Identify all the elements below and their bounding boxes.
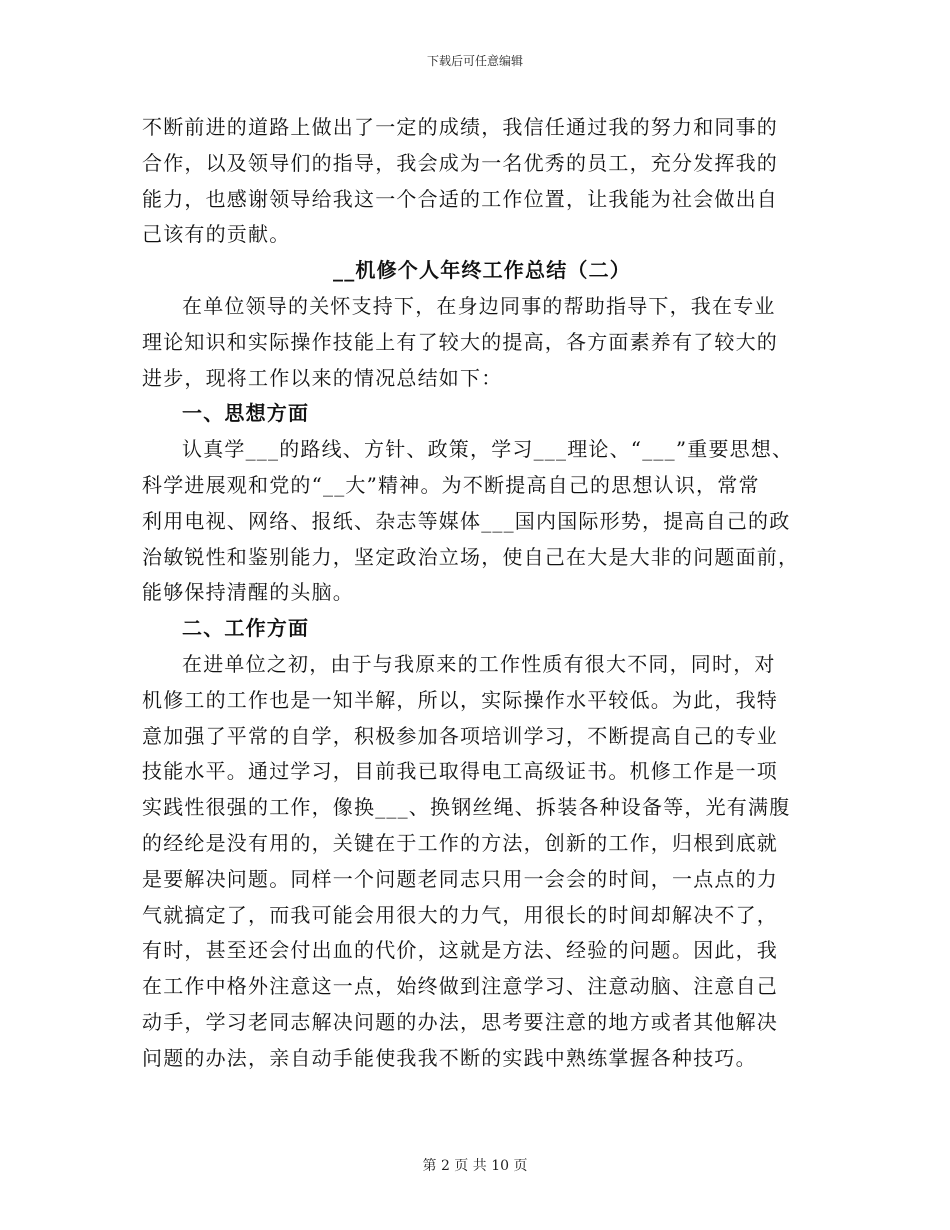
section2-line: 是要解决问题。同样一个问题老同志只用一会会的时间，一点点的力 <box>142 866 778 891</box>
page-footer: 第 2 页 共 10 页 <box>422 1158 528 1174</box>
section2-line: 技能水平。通过学习，目前我已取得电工高级证书。机修工作是一项 <box>142 759 778 784</box>
section2-line: 意加强了平常的自学，积极参加各项培训学习，不断提高自己的专业 <box>142 723 778 748</box>
section1-line: 能够保持清醒的头脑。 <box>142 580 354 605</box>
opening-line: 理论知识和实际操作技能上有了较大的提高，各方面素养有了较大的 <box>142 329 778 354</box>
intro-line: 能力，也感谢领导给我这一个合适的工作位置，让我能为社会做出自 <box>142 186 778 211</box>
opening-line: 在单位领导的关怀支持下，在身边同事的帮助指导下，我在专业 <box>182 293 776 318</box>
document-title: __机修个人年终工作总结（二） <box>333 258 631 283</box>
intro-line: 己该有的贡献。 <box>142 222 291 247</box>
opening-line: 进步，现将工作以来的情况总结如下： <box>142 365 503 390</box>
section1-line: 利用电视、网络、报纸、杂志等媒体___国内国际形势，提高自己的政 <box>142 508 791 533</box>
section1-line: 认真学___的路线、方针、政策，学习___理论、“___”重要思想、 <box>182 437 794 462</box>
section2-line: 实践性很强的工作，像换___、换钢丝绳、拆装各种设备等，光有满腹 <box>142 795 791 820</box>
section2-line: 动手，学习老同志解决问题的办法，思考要注意的地方或者其他解决 <box>142 1009 778 1034</box>
section2-line: 的经纶是没有用的，关键在于工作的方法，创新的工作，归根到底就 <box>142 830 778 855</box>
document-body <box>142 110 812 1077</box>
section1-line: 治敏锐性和鉴别能力，坚定政治立场，使自己在大是大非的问题面前， <box>142 544 800 569</box>
section1-line: 科学进展观和党的“__大”精神。为不断提高自己的思想认识，常常 <box>142 472 760 497</box>
intro-line: 不断前进的道路上做出了一定的成绩，我信任通过我的努力和同事的 <box>142 115 778 139</box>
section2-line: 机修工的工作也是一知半解，所以，实际操作水平较低。为此，我特 <box>142 687 778 712</box>
section-heading-work: 二、工作方面 <box>182 616 310 641</box>
intro-line: 合作，以及领导们的指导，我会成为一名优秀的员工，充分发挥我的 <box>142 150 778 175</box>
section2-line: 有时，甚至还会付出血的代价，这就是方法、经验的问题。因此，我 <box>142 938 778 963</box>
section2-line: 在工作中格外注意这一点，始终做到注意学习、注意动脑、注意自己 <box>142 974 778 999</box>
section-heading-ideology: 一、思想方面 <box>182 401 310 426</box>
section2-line: 问题的办法，亲自动手能使我我不断的实践中熟练掌握各种技巧。 <box>142 1045 757 1070</box>
section2-line: 气就搞定了，而我可能会用很大的力气，用很长的时间却解决不了， <box>142 902 778 927</box>
section2-line: 在进单位之初，由于与我原来的工作性质有很大不同，同时，对 <box>182 651 776 676</box>
page-header: 下载后可任意编辑 <box>426 54 523 68</box>
